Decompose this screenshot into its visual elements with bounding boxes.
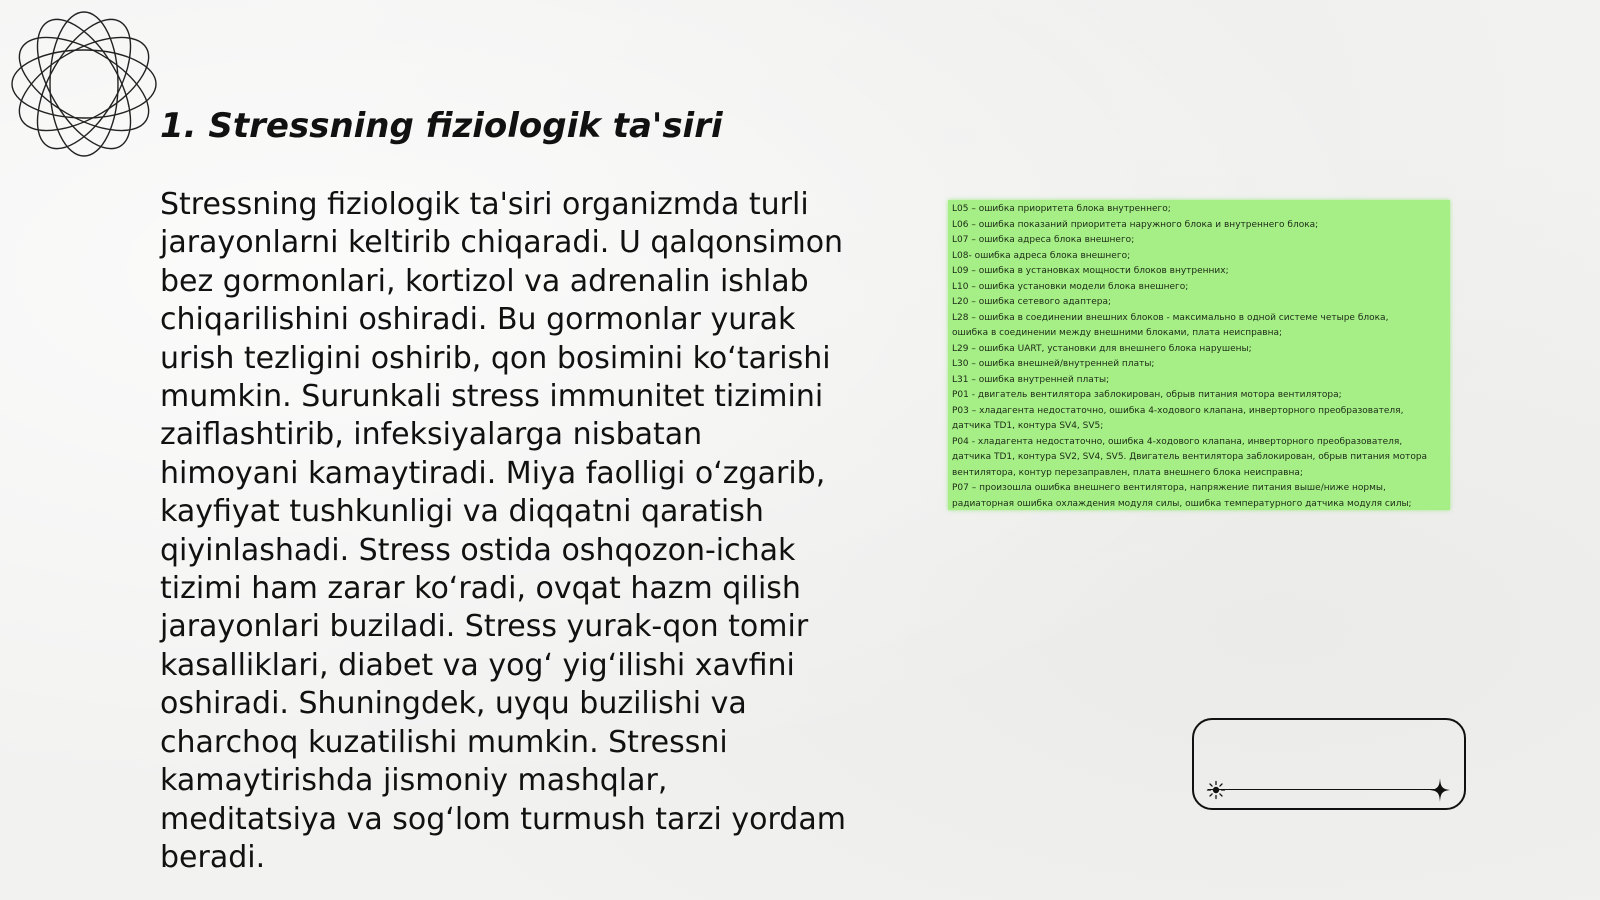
error-code-line: P04 - хладагента недостаточно, ошибка 4-ходового клапана, инверторного преобразователя,: [952, 436, 1403, 447]
error-code-line: L09 – ошибка в установках мощности блоков внутренних;: [952, 266, 1229, 276]
sun-icon: [1206, 780, 1226, 800]
slide-title: 1. Stressning fiziologik ta'siri: [160, 106, 723, 146]
slider-track: [1208, 789, 1444, 790]
error-code-line: L07 – ошибка адреса блока внешнего;: [952, 235, 1135, 245]
error-code-line: P01 - двигатель вентилятора заблокирован, обрыв питания мотора вентилятора;: [952, 390, 1342, 400]
error-code-line: L08- ошибка адреса блока внешнего;: [952, 250, 1131, 261]
error-code-line: датчика TD1, контура SV2, SV4, SV5. Двигатель вентилятора заблокирован, обрыв питания мотора: [952, 452, 1428, 462]
error-code-line: L06 – ошибка показаний приоритета наружного блока и внутреннего блока;: [952, 219, 1319, 230]
error-code-line: L30 – ошибка внешней/внутренней платы;: [952, 359, 1155, 369]
error-code-line: L29 – ошибка UART, установки для внешнего блока нарушены;: [952, 343, 1252, 354]
circle-rosette-logo: [10, 10, 158, 158]
error-codes-highlight: [948, 200, 1450, 510]
sparkle-icon: [1428, 777, 1452, 803]
error-code-line: радиаторная ошибка охлаждения модуля силы, ошибка температурного датчика модуля силы;: [952, 498, 1412, 509]
decorative-slider-card: [1192, 718, 1466, 810]
error-code-line: L31 – ошибка внутренней платы;: [952, 374, 1110, 385]
error-code-line: вентилятора, контур перезаправлен, плата внешнего блока неисправна;: [952, 467, 1303, 478]
slide-body-text: Stressning fiziologik ta'siri organizmda turli jarayonlarni keltirib chiqaradi. U qalqonsimon bez gormonlari, kortizol va adrenalin ishlab chiqarilishini oshiradi. Bu gormonlar yurak urish tezligini oshirib, qon bosimini ko‘tarishi mumkin. Surunkali stress immunitet tizimini zaiflashtirib, infeksiyalarga nisbatan himoyani kamaytiradi. Miya faolligi o‘zgarib, kayfiyat tushkunligi va diqqatni qaratish qiyinlashadi. Stress ostida oshqozon-ichak tizimi ham zarar ko‘radi, ovqat hazm qilish jarayonlari buziladi. Stress yurak-qon tomir kasalliklari, diabet va yog‘ yig‘ilishi xavfini oshiradi. Shuningdek, uyqu buzilishi va charchoq kuzatilishi mumkin. Stressni kamaytirishda jismoniy mashqlar, meditatsiya va sog‘lom turmush tarzi yordam beradi.: [160, 187, 846, 875]
error-code-line: P03 – хладагента недостаточно, ошибка 4-ходового клапана, инверторного преобразователя,: [952, 405, 1404, 416]
error-code-line: P07 – произошла ошибка внешнего вентилятора, напряжение питания выше/ниже нормы,: [952, 483, 1386, 493]
error-code-line: L28 – ошибка в соединении внешних блоков - максимально в одной системе четыре блока,: [952, 312, 1389, 323]
error-code-line: L05 – ошибка приоритета блока внутреннего;: [952, 204, 1171, 214]
error-code-line: L20 – ошибка сетевого адаптера;: [952, 297, 1111, 307]
error-code-line: ошибка в соединении между внешними блоками, плата неисправна;: [952, 328, 1283, 338]
error-code-line: датчика TD1, контура SV4, SV5;: [952, 421, 1104, 431]
error-code-line: L10 – ошибка установки модели блока внешнего;: [952, 281, 1189, 292]
